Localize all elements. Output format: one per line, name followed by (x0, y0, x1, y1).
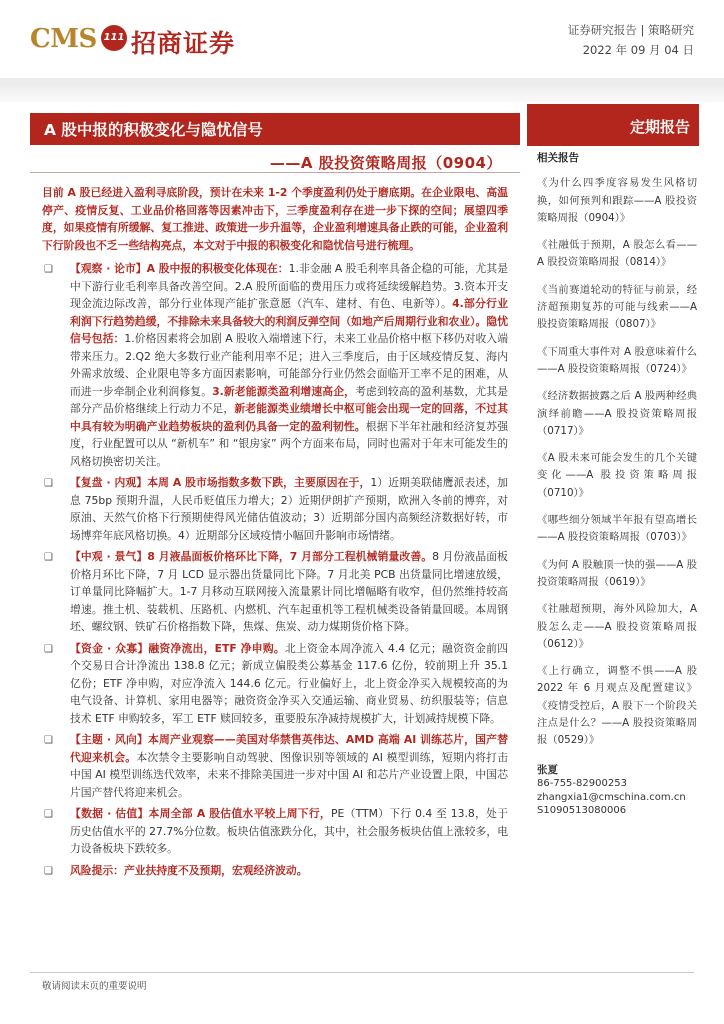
report-type: 证券研究报告 | 策略研究 (567, 23, 694, 37)
bullet-highlight-text: 【主题 · 风向】本周产业观察——美国对华禁售英伟达、AMD 高端 AI 训练芯片，国产替代迎来机会。 (70, 733, 508, 764)
bullet-list (42, 260, 508, 879)
report-tag: 定期报告 (629, 118, 690, 136)
bullet-item (42, 260, 508, 470)
bullet-body-text: 1.价格因素将会加剧 A 股收入端增速下行，未来工业品价格中枢下移仍对收入端带来压力。2.Q2 绝大多数行业产能利用率不足；进入三季度后，由于区域疫情反复、海内外需求放缓、企业限电等多方面因素影响，可能部分行业仍然会面临开工率不足的困难，从而进一步牵制企业利润修复。 (70, 332, 508, 398)
bullet-square-icon: ❑ (44, 735, 53, 746)
related-report-item[interactable]: 《上行确立，调整不惧——A 股 2022 年 6 月观点及配置建议》《疫情受控后，A 股下一个阶段关注点是什么？——A 股投资策略周报（0529）》 (537, 665, 697, 747)
logo-badge-icon: 111 (101, 25, 127, 51)
bullet-square-icon: ❑ (44, 809, 53, 820)
bullet-item (42, 731, 508, 801)
bullet-body-text: 根据下半年社融和经济复苏强度，行业配置可以从 “新机车” 和 “银房家” 两个方面来布局，同时也需对于年末可能发生的风格切换密切关注。 (70, 419, 509, 468)
footer-rule (30, 972, 694, 973)
bullet-highlight-text: 【观察 · 论市】A 股中报的积极变化体现在： (70, 262, 289, 275)
bullet-highlight-text: 3.新老能源类盈利增速高企， (212, 384, 356, 398)
related-reports-list (537, 175, 697, 749)
bullet-body-text: PE（TTM）下行 0.4 至 13.8，处于历史估值水平的 27.7%分位数。板块估值涨跌分化，其中，社会服务板块估值上涨较多，电力设备板块下跌较多。 (70, 807, 508, 855)
related-reports-heading: 相关报告 (537, 152, 579, 164)
analyst-info (537, 764, 697, 818)
report-title: A 股中报的积极变化与隐忧信号 (44, 121, 263, 139)
bullet-item (42, 805, 508, 858)
bullet-body-text: 北上资金本周净流入 4.4 亿元；融资资金前四个交易日合计净流出 138.8 亿元；新成立偏股类公募基金 117.6 亿份，较前期上升 35.1 亿份；ETF 净申购，对应净流入 144.6 亿元。行业偏好上，北上资金净买入规模较高的为电气设备、计算机、家用电器等；融资资金净买入交通运输、商业贸易、纺织服装等；信息技术 ETF 申购较多，军工 ETF 赎回较多，重要股东净减持规模扩大，计划减持规模下降。 (70, 641, 508, 725)
title-rule (30, 172, 520, 173)
bullet-square-icon: ❑ (44, 478, 53, 489)
bullet-body-text: 本次禁令主要影响自动驾驶、图像识别等领域的 AI 模型训练，短期内将打击中国 AI 模型训练迭代效率，未来不排除美国进一步对中国 AI 和芯片产业设置上限，中国芯片国产替代将迎来机会。 (70, 750, 509, 799)
bullet-highlight-text: 【资金 · 众寡】融资净流出，ETF 净申购。 (70, 641, 285, 655)
footer-note: 敬请阅读末页的重要说明 (42, 981, 147, 992)
related-report-item[interactable]: 《为何 A 股触顶一快的强——A 股投资策略周报（0619）》 (537, 558, 697, 588)
analyst-name: 张夏 (537, 763, 558, 776)
related-report-item[interactable]: 《社融超预期，海外风险加大，A 股怎么走——A 股投资策略周报（0612）》 (537, 603, 697, 650)
bullet-item (42, 474, 508, 544)
bullet-square-icon: ❑ (44, 865, 53, 877)
logo-cms-text: CMS (30, 24, 97, 54)
bullet-highlight-text: 4.部分行业利润下行趋势趋缓，不排除未来具备较大的利润反弹空间（如地产后周期行业和农业）。隐忧信号包括： (70, 297, 508, 345)
bullet-highlight-text: 【复盘 · 内观】本周 A 股市场指数多数下跌，主要原因在于， (70, 476, 371, 489)
bullet-item (42, 640, 508, 728)
related-report-item[interactable]: 《为什么四季度容易发生风格切换，如何预判和跟踪——A 股投资策略周报（0904）》 (537, 177, 697, 224)
summary-paragraph: 目前 A 股已经进入盈利寻底阶段，预计在未来 1-2 个季度盈利仍处于磨底期。在企业限电、高温停产、疫情反复、工业品价格回落等因素冲击下，三季度盈利存在进一步下探的空间；展望四季度，如果疫情有所缓解、复工推进、政策进一步升温等，企业盈利增速具备止跌的可能，企业盈利下行阶段也不乏一些结构亮点，本文对于中报的积极变化和隐忧信号进行梳理。 (42, 186, 508, 252)
bullet-item (42, 862, 508, 880)
analyst-cert: S1090513080006 (537, 805, 627, 817)
related-report-item[interactable]: 《当前赛道轮动的特征与前景，经济超预期复苏的可能与线索——A 股投资策略周报（0807）》 (537, 283, 697, 331)
logo-chinese-name: 招商证券 (131, 29, 236, 58)
main-content (42, 184, 508, 883)
bullet-square-icon: ❑ (44, 552, 53, 563)
analyst-phone: 86-755-82900253 (537, 778, 627, 790)
bullet-highlight-text: 风险提示：产业扶持度不及预期，宏观经济波动。 (70, 863, 308, 877)
report-date: 2022 年 09 月 04 日 (582, 43, 694, 57)
bullet-square-icon: ❑ (44, 264, 53, 275)
analyst-email[interactable]: zhangxia1@cmschina.com.cn (537, 791, 686, 803)
bullet-body-text: 1.非金融 A 股毛利率具备企稳的可能，尤其是中下游行业毛利率具备改善空间。2.A 股所面临的费用压力或将延续缓解趋势。3.资本开支现金流边际改善，部分行业体现产能扩张意愿（汽车、建材、有色、电新等）。 (70, 262, 508, 310)
header-band (0, 82, 724, 102)
bullet-highlight-text: 新老能源类业绩增长中枢可能会出现一定的回落，不过其中具有较为明确产业趋势板块的盈利仍具备一定的盈利韧性。 (70, 402, 509, 433)
bullet-highlight-text: 【中观 · 景气】8 月液晶面板价格环比下降，7 月部分工程机械销量改善。 (70, 550, 433, 563)
bullet-body-text: 8 月份液晶面板价格月环比下降，7 月 LCD 显示器出货量同比下降。7 月北美 PCB 出货量同比增速放缓，订单量同比降幅扩大。1-7 月移动互联网接入流量累计同比增幅略有收窄，但仍然维持较高增速。推土机、装载机、压路机、内燃机、汽车起重机等工程机械类设备销量回暖。本周钢坯、螺纹钢、铁矿石价格指数下降，焦煤、焦炭、动力煤期货价格下降。 (70, 550, 508, 633)
sidebar (537, 150, 697, 818)
related-report-item[interactable]: 《A 股未来可能会发生的几个关键变化——A 股投资策略周报（0710）》 (537, 452, 697, 499)
related-report-item[interactable]: 《哪些细分领域半年报有望高增长——A 股投资策略周报（0703）》 (537, 514, 697, 544)
report-subtitle: ——A 股投资策略周报（0904） (269, 154, 502, 172)
bullet-item (42, 548, 508, 636)
bullet-body-text: 考虑到较高的盈利基数，尤其是部分产品价格继续上行动力不足， (70, 384, 508, 415)
bullet-body-text: 1）近期美联储鹰派表述，加息 75bp 预期升温，人民币贬值压力增大；2）近期伊朗扩产预期，欧洲入冬前的博弈，对原油、天然气价格下行预期使得风光储估值波动；3）近期部分国内高频经济数据好转，市场博弈年底风格切换。4）近期部分区域疫情小幅回升影响市场情绪。 (70, 476, 508, 542)
bullet-highlight-text: 【数据 · 估值】本周全部 A 股估值水平较上周下行， (70, 807, 331, 820)
related-report-item[interactable]: 《经济数据披露之后 A 股两种经典演绎前瞻——A 股投资策略周报（0717）》 (537, 390, 697, 437)
related-report-item[interactable]: 《社融低于预期，A 股怎么看——A 股投资策略周报（0814）》 (537, 239, 697, 269)
related-report-item[interactable]: 《下周重大事件对 A 股意味着什么——A 股投资策略周报（0724）》 (537, 345, 697, 375)
bullet-square-icon: ❑ (44, 643, 53, 655)
